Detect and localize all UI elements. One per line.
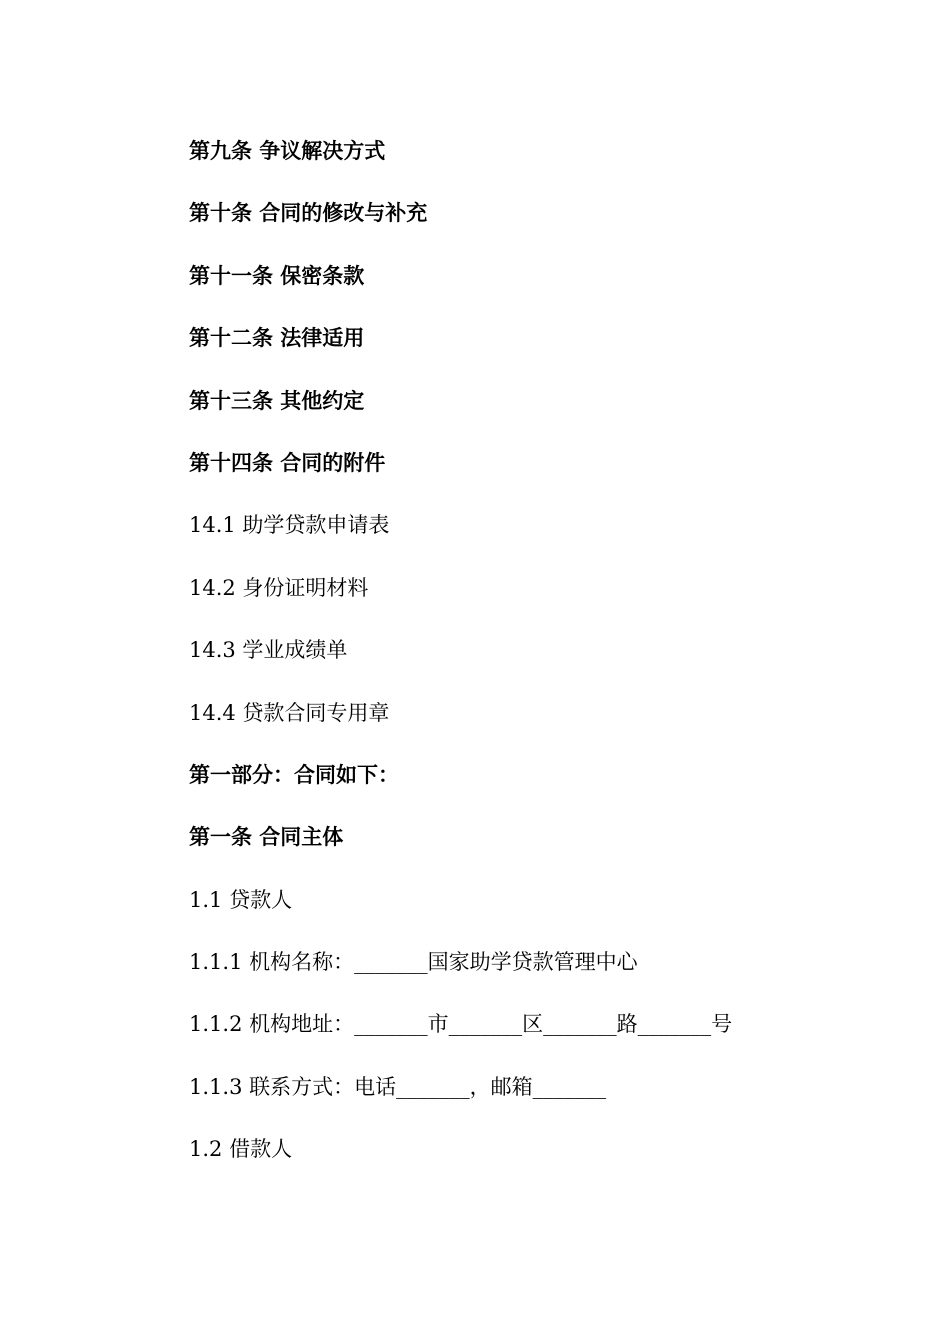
clause-1-1-2: 1.1.2 机构地址：_______市_______区_______路_______号 [189,1012,733,1037]
article-13-heading: 第十三条 其他约定 [189,388,365,413]
document-page [189,133,829,1194]
article-12-heading: 第十二条 法律适用 [189,326,365,351]
clause-1-1-1: 1.1.1 机构名称：_______国家助学贷款管理中心 [189,950,638,975]
article-10-heading: 第十条 合同的修改与补充 [189,201,428,226]
clause-1-1-3: 1.1.3 联系方式：电话_______，邮箱_______ [189,1074,607,1099]
clause-14-4: 14.4 贷款合同专用章 [189,700,390,725]
part-1-heading: 第一部分：合同如下： [189,762,399,787]
article-1-heading: 第一条 合同主体 [189,825,344,850]
clause-14-2: 14.2 身份证明材料 [189,575,369,600]
clause-1-1: 1.1 贷款人 [189,887,293,912]
article-9-heading: 第九条 争议解决方式 [189,139,386,163]
clause-1-2: 1.2 借款人 [189,1137,293,1162]
article-11-heading: 第十一条 保密条款 [189,263,365,288]
article-14-heading: 第十四条 合同的附件 [189,450,386,475]
clause-14-1: 14.1 助学贷款申请表 [189,513,390,538]
clause-14-3: 14.3 学业成绩单 [189,638,348,663]
